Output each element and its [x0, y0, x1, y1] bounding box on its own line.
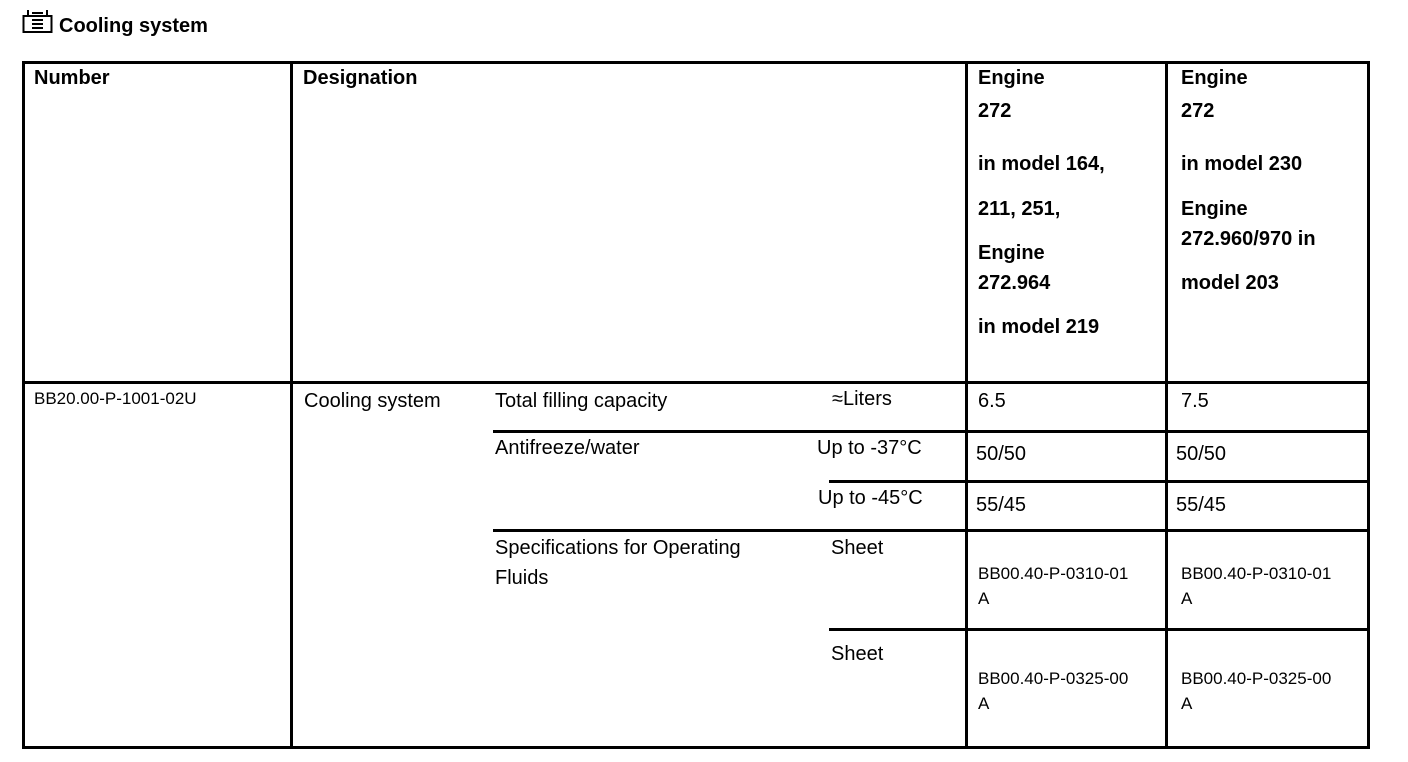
column-divider — [290, 61, 293, 749]
header-engine-col2-line: 272.960/970 in — [1181, 228, 1316, 250]
header-engine-col1-line: 211, 251, — [978, 198, 1061, 220]
header-engine-col2-line: Engine — [1181, 198, 1248, 220]
item-unit: ≈Liters — [832, 388, 892, 410]
header-engine-col1-line: in model 164, — [978, 153, 1105, 175]
item-value-col1-line: A — [978, 589, 990, 608]
item-value-col2-line: BB00.40-P-0325-00 — [1181, 669, 1332, 688]
item-value-col1: 50/50 — [976, 443, 1027, 465]
item-value-col1-line: BB00.40-P-0325-00 — [978, 669, 1129, 688]
header-engine-col1-line: in model 219 — [978, 316, 1100, 338]
row-group: Cooling system — [304, 390, 441, 412]
header-designation: Designation — [303, 67, 418, 89]
row-number: BB20.00-P-1001-02U — [34, 389, 197, 408]
header-number: Number — [34, 67, 110, 89]
item-value-col2-line: A — [1181, 589, 1193, 608]
item-label-line: Specifications for Operating — [495, 537, 741, 559]
header-engine-col2-line: Engine — [1181, 67, 1248, 89]
item-unit: Up to -37°C — [817, 437, 922, 459]
item-value-col2: 50/50 — [1176, 443, 1227, 465]
section-title: Cooling system — [59, 15, 208, 37]
item-unit: Sheet — [831, 537, 884, 559]
item-value-col2: 7.5 — [1181, 390, 1209, 412]
item-value-col1-line: A — [978, 694, 990, 713]
item-value-col1: 6.5 — [978, 390, 1006, 412]
item-label-line: Fluids — [495, 567, 549, 589]
row-divider — [829, 628, 1370, 631]
item-value-col2-line: BB00.40-P-0310-01 — [1181, 564, 1332, 583]
row-divider — [493, 430, 1370, 433]
column-divider — [965, 61, 968, 749]
row-divider — [493, 529, 1370, 532]
item-value-col2-line: A — [1181, 694, 1193, 713]
header-divider — [22, 381, 1370, 384]
column-divider — [1165, 61, 1168, 749]
row-divider — [829, 480, 1370, 483]
item-unit: Up to -45°C — [818, 487, 923, 509]
item-label: Total filling capacity — [495, 390, 668, 412]
item-label: Antifreeze/water — [495, 437, 640, 459]
item-value-col1: 55/45 — [976, 494, 1027, 516]
table-border-left — [22, 61, 25, 749]
header-engine-col2-line: model 203 — [1181, 272, 1279, 294]
header-engine-col2-line: in model 230 — [1181, 153, 1303, 175]
header-engine-col1-line: 272.964 — [978, 272, 1051, 294]
header-engine-col2-line: 272 — [1181, 100, 1215, 122]
header-engine-col1-line: 272 — [978, 100, 1012, 122]
header-engine-col1-line: Engine — [978, 67, 1045, 89]
table-border-right — [1367, 61, 1370, 749]
header-engine-col1-line: Engine — [978, 242, 1045, 264]
item-unit: Sheet — [831, 643, 884, 665]
item-value-col2: 55/45 — [1176, 494, 1227, 516]
item-value-col1-line: BB00.40-P-0310-01 — [978, 564, 1129, 583]
